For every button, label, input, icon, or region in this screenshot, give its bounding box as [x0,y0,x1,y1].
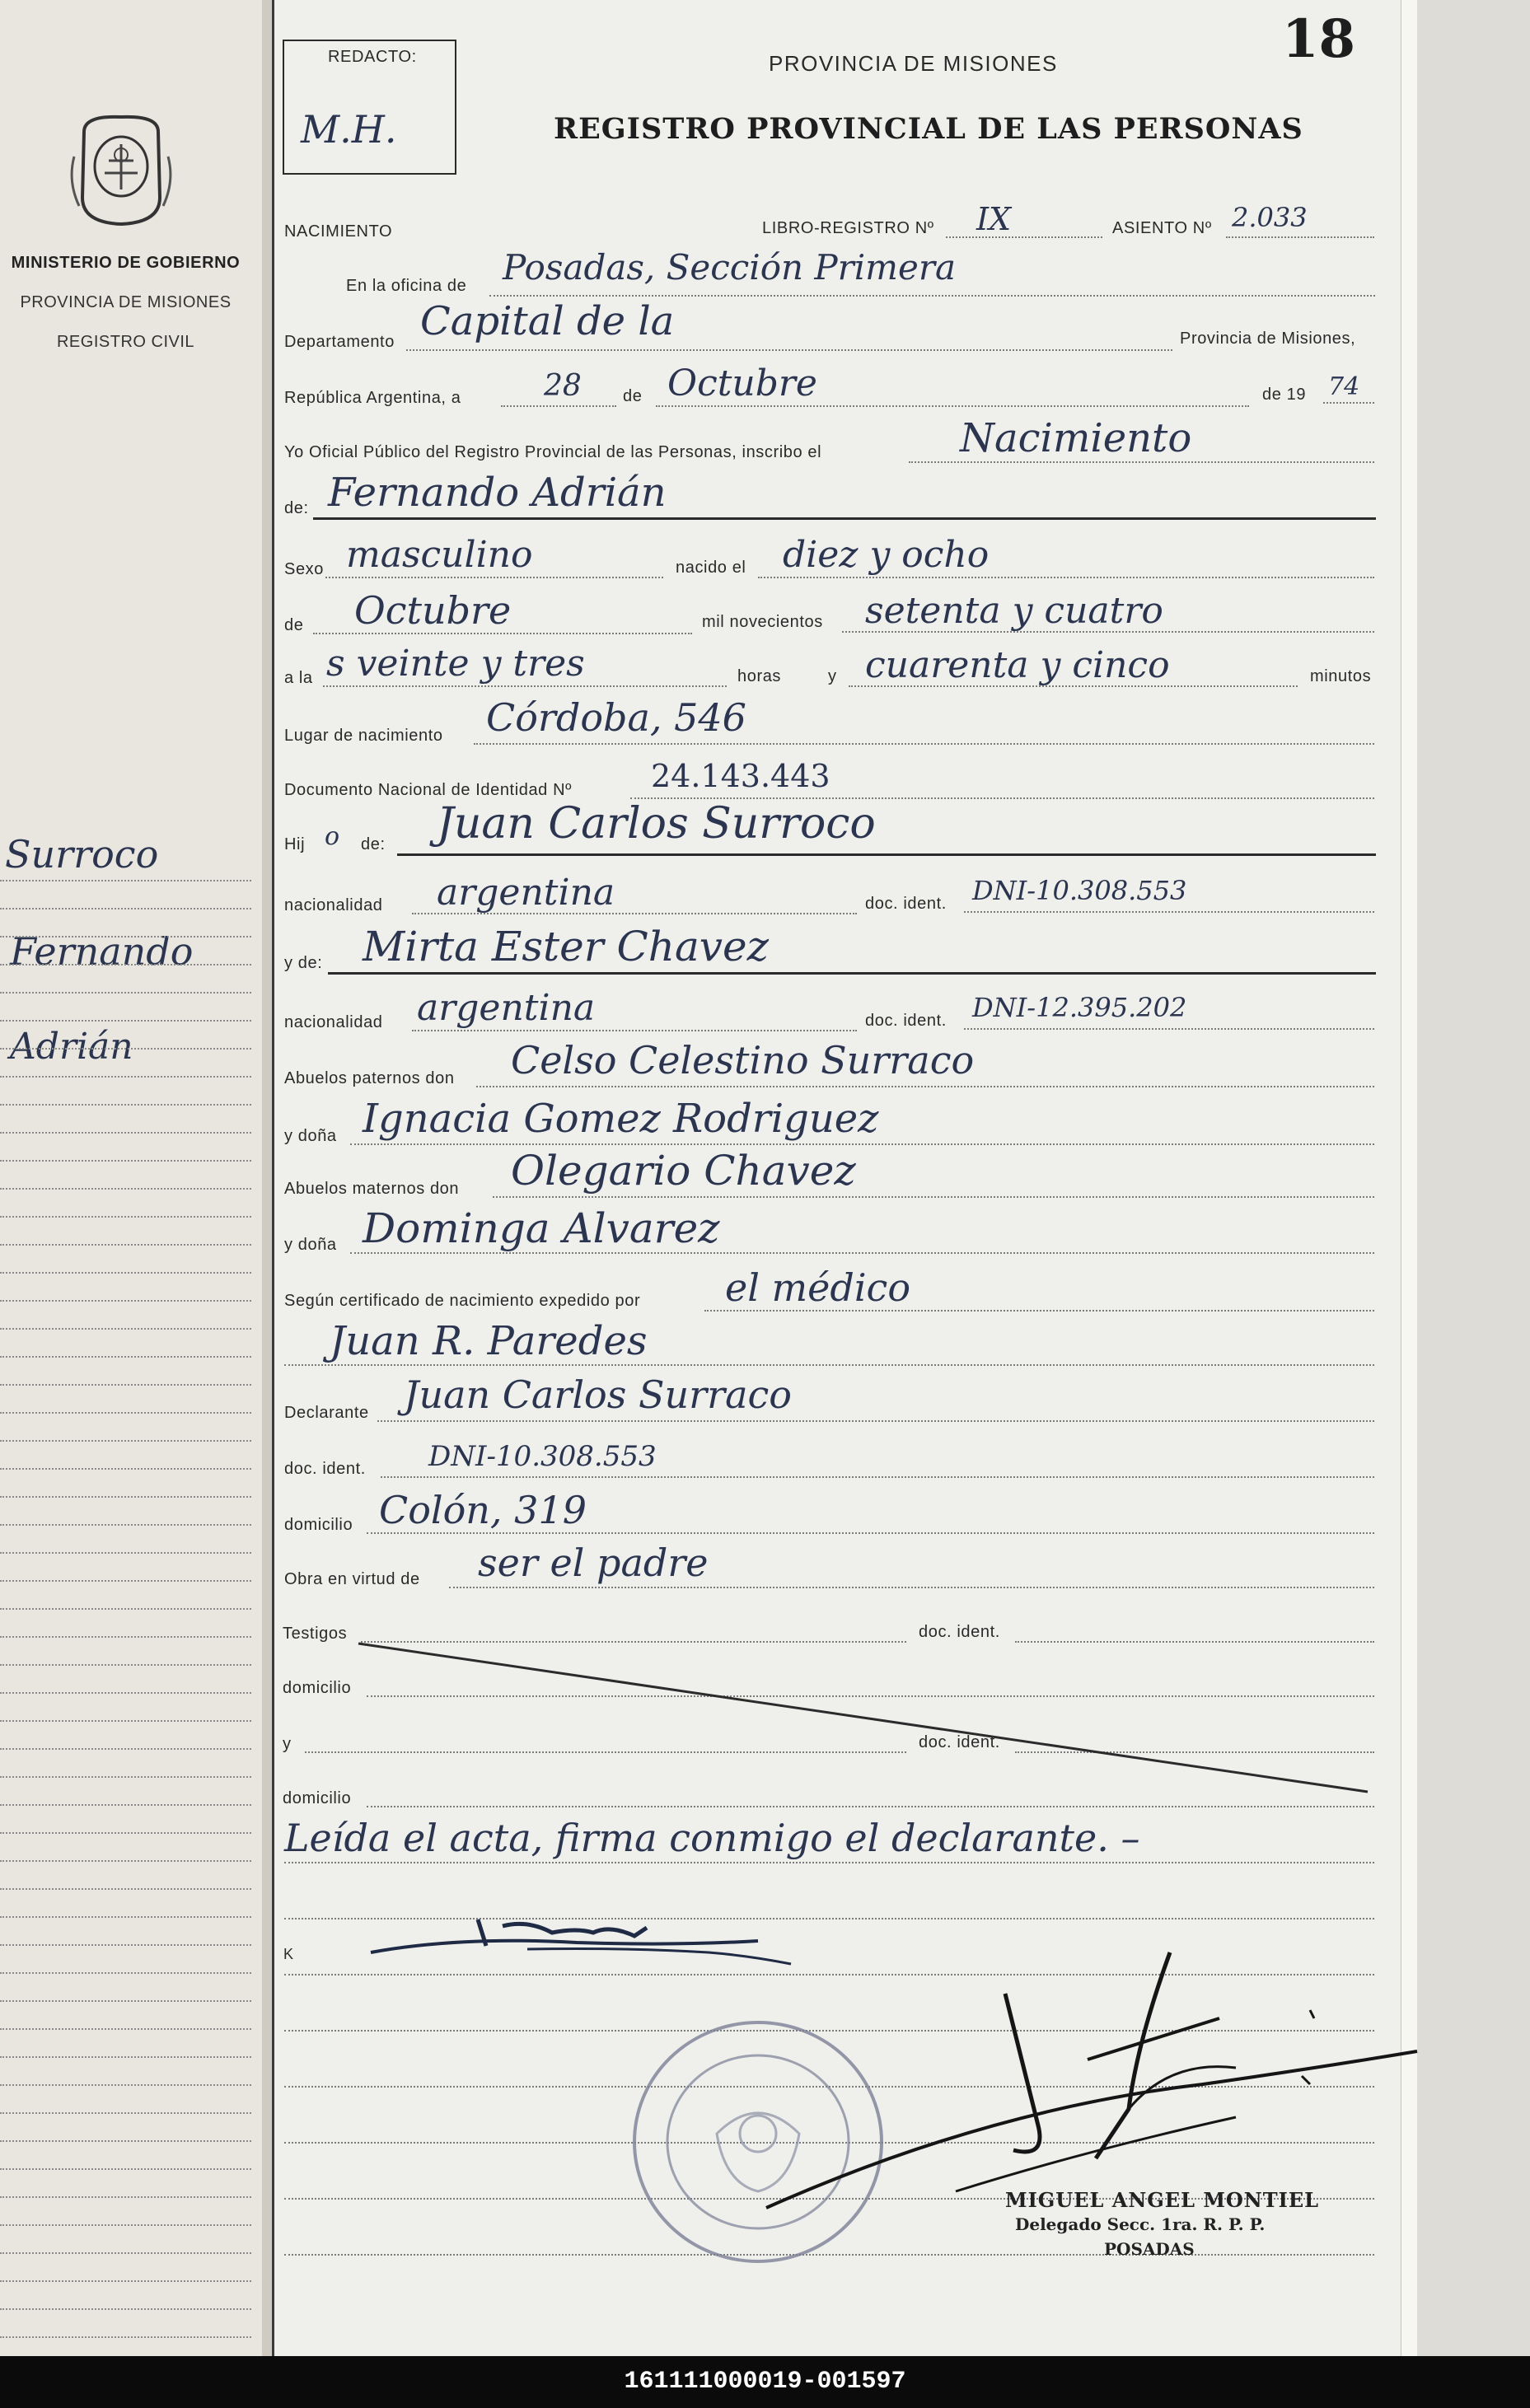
horas-line [323,685,727,687]
stub-ruled-line [0,1020,251,1022]
de19-label: de 19 [1262,386,1307,404]
sexo-label: Sexo [284,560,324,578]
padre-line [397,853,1376,856]
stub-ruled-line [0,1916,251,1918]
stub-ruled-line [0,1048,251,1050]
stub-ruled-line [0,1580,251,1582]
stub-ruled-line [0,1076,251,1078]
stub-ruled-line [0,936,251,937]
stub-ruled-line [0,1888,251,1890]
lugar-label: Lugar de nacimiento [284,727,443,745]
abuela-mat-value: Dominga Alvarez [363,1204,720,1252]
libro-line [946,236,1102,238]
departamento-line [406,349,1172,351]
mes-nac-line [313,633,692,634]
doc-padre-label: doc. ident. [865,895,947,913]
domicilio-line [367,1532,1374,1534]
segun-line [704,1310,1374,1312]
provincia-misiones: Provincia de Misiones, [1180,330,1356,348]
stub-ruled-line [0,1300,251,1302]
abuelos-mat-label: Abuelos maternos don [284,1180,460,1198]
inscribo-value: Nacimiento [960,415,1192,461]
redacto-value: M.H. [301,107,397,152]
dni-label: Documento Nacional de Identidad Nº [284,781,573,799]
stub-ruled-line [0,1440,251,1442]
stamp-role: Delegado Secc. 1ra. R. P. P. [1015,2214,1266,2234]
stub-ruled-line [0,1384,251,1386]
nac-padre-value: argentina [437,872,615,914]
nac-madre-value: argentina [417,987,596,1029]
stub-ruled-line [0,2000,251,2002]
mil-label: mil novecientos [702,613,823,631]
stub-ruled-line [0,1692,251,1694]
sexo-line [325,577,663,578]
obra-line [449,1587,1374,1588]
lugar-line [474,743,1374,745]
testigo2-y-label: y [283,1735,292,1753]
obra-value: ser el padre [478,1541,709,1585]
testigo2-domicilio-label: domicilio [283,1789,352,1807]
segun-label: Según certificado de nacimiento expedido por [284,1292,641,1310]
asiento-label: ASIENTO Nº [1112,219,1212,237]
departamento-value: Capital de la [420,298,675,344]
stub-ruled-line [0,2308,251,2310]
dia-value: 28 [544,369,582,403]
asiento-line [1226,236,1374,238]
nacido-label: nacido el [676,559,746,577]
doc-decl-line [381,1476,1374,1478]
stub-second-name: Adrián [10,1026,133,1068]
stub-ruled-line [0,1496,251,1498]
testigo1-doc-label: doc. ident. [919,1623,1000,1641]
y-label: y [828,667,837,685]
oficina-label: En la oficina de [346,277,467,295]
header-title: REGISTRO PROVINCIAL DE LAS PERSONAS [554,112,1303,146]
nac-madre-line [412,1030,857,1031]
abuelo-mat-line [493,1196,1374,1198]
nacido-line [758,577,1374,578]
stub-ruled-line [0,964,251,966]
dni-value: 24.143.443 [651,758,831,794]
stub-ruled-line [0,1104,251,1106]
abuela-pat-value: Ignacia Gomez Rodriguez [363,1096,879,1142]
stub-ruled-line [0,1552,251,1554]
closing-statement: Leída el acta, firma conmigo el declarante. – [284,1816,1140,1860]
madre-name: Mirta Ester Chavez [363,923,769,970]
inscribo-line [909,461,1374,463]
k-mark: K [283,1946,294,1962]
stub-ruled-line [0,2168,251,2170]
oficina-value: Posadas, Sección Primera [503,247,956,288]
hijo-label: Hij [284,835,306,853]
segun-value: el médico [725,1265,911,1310]
stub-ruled-line [0,1860,251,1862]
nombre-value: Fernando Adrián [328,470,667,516]
testigos-label: Testigos [283,1625,348,1643]
stub-ruled-line [0,1748,251,1750]
doc-decl-label: doc. ident. [284,1460,366,1478]
stub-ruled-line [0,1132,251,1134]
departamento-label: Departamento [284,333,395,351]
ydona-pat-label: y doña [284,1127,337,1145]
doc-padre-line [964,911,1374,913]
mes-nac-value: Octubre [354,588,512,633]
redacto-label: REDACTO: [328,48,417,66]
stub-ruled-line [0,1524,251,1526]
horas-value: s veinte y tres [326,643,585,685]
stub-ruled-line [0,1776,251,1778]
stub-ruled-line [0,992,251,994]
abuelo-pat-value: Celso Celestino Surraco [511,1038,975,1082]
stamp-name: MIGUEL ANGEL MONTIEL [1005,2188,1319,2212]
sexo-value: masculino [346,534,533,576]
header-province: PROVINCIA DE MISIONES [769,51,1058,76]
doc-madre-line [964,1028,1374,1030]
republica-label: República Argentina, a [284,389,461,407]
stub-ruled-line [0,1720,251,1722]
stub-ruled-line [0,1216,251,1218]
stub-ruled-line [0,1160,251,1162]
stub-ruled-line [0,1412,251,1414]
stub-ruled-line [0,880,251,881]
ministry-seal [68,107,175,231]
oficina-line [489,295,1375,297]
doc-decl-value: DNI-10.308.553 [428,1440,657,1473]
de-mes-label: de [284,616,304,634]
mes-line [656,405,1249,407]
doc-padre-value: DNI-10.308.553 [972,875,1187,906]
testigo2-doc-label: doc. ident. [919,1733,1000,1751]
stub-ruled-line [0,1244,251,1246]
mes-value: Octubre [667,362,817,404]
stub-ruled-line [0,1272,251,1274]
hijo-de-label: de: [361,835,386,853]
stamp-city: POSADAS [1104,2239,1195,2259]
libro-value: IX [976,201,1012,237]
stub-ruled-line [0,1608,251,1610]
declarante-line [377,1420,1374,1422]
testigo1-domicilio-label: domicilio [283,1679,352,1697]
padre-name: Juan Carlos Surroco [437,799,876,849]
abuela-mat-line [350,1252,1374,1254]
stub-ruled-line [0,2056,251,2058]
yo-oficial-text: Yo Oficial Público del Registro Provincial de las Personas, inscribo el [284,443,822,461]
ala-label: a la [284,669,313,687]
de-label: de [623,387,643,405]
official-signature [742,1944,1442,2220]
minutos-value: cuarenta y cinco [865,644,1170,686]
stub-ruled-line [0,2252,251,2254]
domicilio-value: Colón, 319 [379,1488,587,1532]
stub-ruled-line [0,1356,251,1358]
stub-ruled-line [0,1328,251,1330]
nacido-value: diez y ocho [783,534,990,576]
registry-name: REGISTRO CIVIL [56,333,195,351]
stub-ruled-line [0,2140,251,2142]
madre-line [328,972,1376,975]
testigos-strike [354,1639,1376,1808]
medico-value: Juan R. Paredes [330,1318,648,1364]
obra-label: Obra en virtud de [284,1570,420,1588]
stub-surname: Surroco [5,832,159,877]
hijo-suffix: o [325,822,340,851]
stub-ruled-line [0,1188,251,1190]
stub-ruled-line [0,1468,251,1470]
stub-ruled-line [0,2028,251,2030]
nombre-line [313,517,1376,520]
doc-madre-value: DNI-12.395.202 [972,992,1187,1023]
declarante-label: Declarante [284,1404,369,1422]
stub-ruled-line [0,2196,251,2198]
province-name: PROVINCIA DE MISIONES [20,293,232,311]
stub-ruled-line [0,2084,251,2086]
ydona-mat-label: y doña [284,1236,337,1254]
nacionalidad-padre-label: nacionalidad [284,896,383,914]
anio-value: 74 [1328,372,1360,401]
dia-line [501,405,616,407]
minutos-label: minutos [1310,667,1372,685]
stub-ruled-line [0,908,251,909]
ministry-name: MINISTERIO DE GOBIERNO [11,254,241,272]
stub-ruled-line [0,1636,251,1638]
declarante-value: Juan Carlos Surraco [404,1372,792,1417]
abuelo-pat-line [476,1086,1374,1087]
stub-ruled-line [0,1664,251,1666]
page-number: 18 [1282,8,1356,70]
medico-line [284,1364,1374,1366]
anio-nac-value: setenta y cuatro [865,590,1163,632]
abuela-pat-line [350,1143,1374,1145]
asiento-value: 2.033 [1232,202,1308,233]
lugar-value: Córdoba, 546 [486,695,746,740]
de-nombre-label: de: [284,499,309,517]
stub-ruled-line [0,2112,251,2114]
abuelos-pat-label: Abuelos paternos don [284,1069,455,1087]
horas-label: horas [737,667,782,685]
stub-ruled-line [0,2280,251,2282]
libro-label: LIBRO-REGISTRO Nº [762,219,934,237]
stub-ruled-line [0,1944,251,1946]
anio-line [1323,402,1374,404]
stub-ruled-line [0,1972,251,1974]
stub-ruled-line [0,1804,251,1806]
nacionalidad-madre-label: nacionalidad [284,1013,383,1031]
doc-madre-label: doc. ident. [865,1012,947,1030]
yde-label: y de: [284,954,323,972]
domicilio-label: domicilio [284,1516,353,1534]
stub-panel [0,0,268,2356]
abuelo-mat-value: Olegario Chavez [511,1147,856,1195]
blank-ruled-line [284,1862,1374,1863]
stub-ruled-line [0,2224,251,2226]
nacimiento-label: NACIMIENTO [284,222,393,241]
document-id-footer: 161111000019-001597 [0,2356,1530,2408]
stub-ruled-line [0,1832,251,1834]
stub-ruled-line [0,2336,251,2338]
stub-first-name: Fernando [10,929,194,974]
